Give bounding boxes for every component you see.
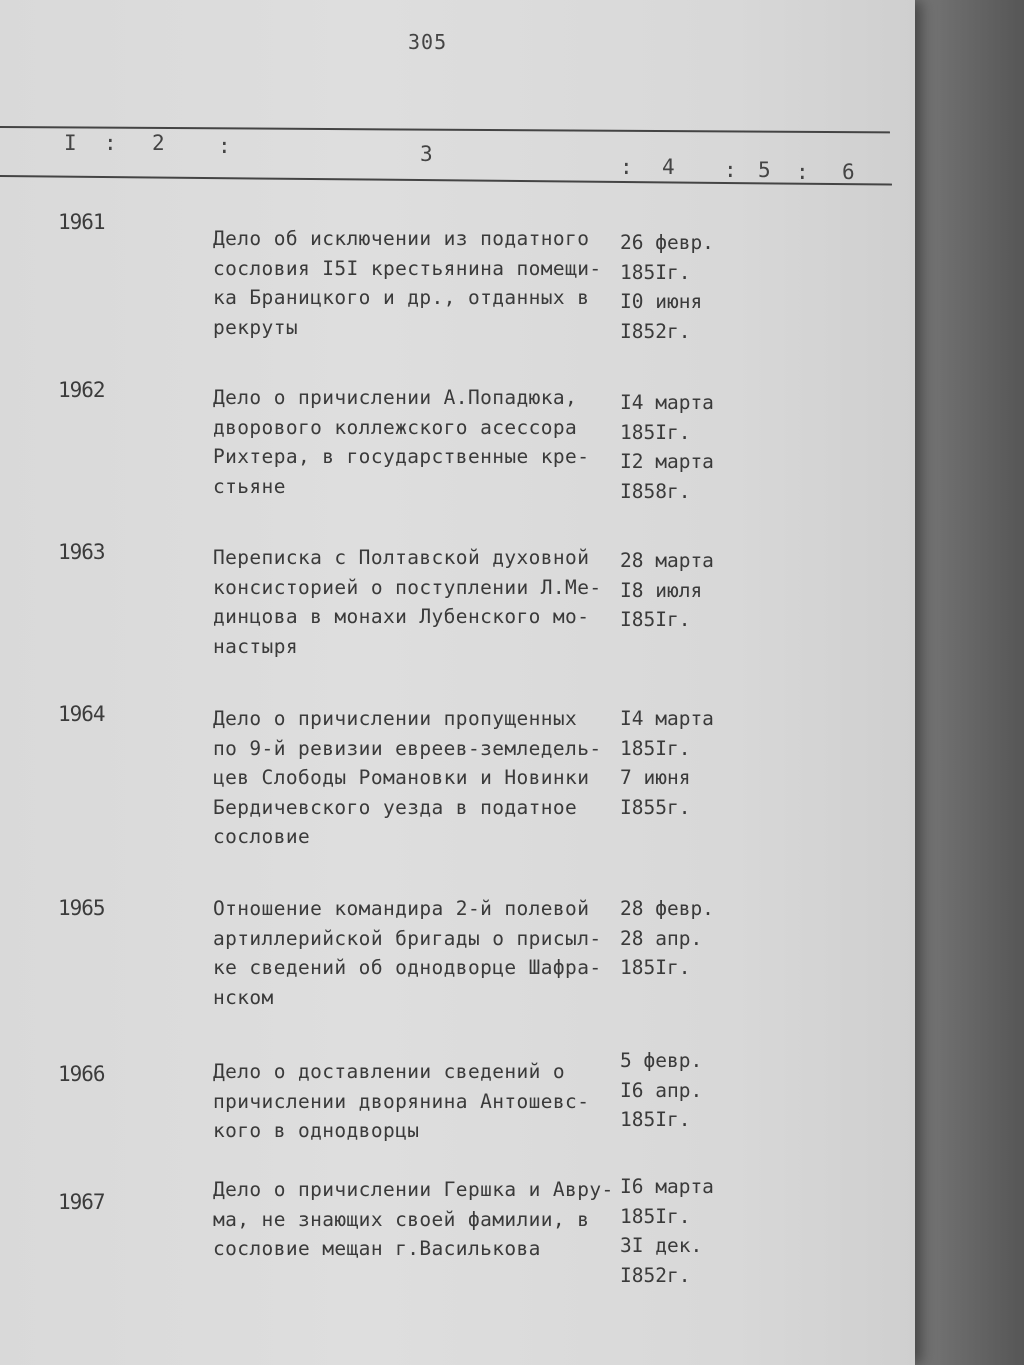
description-line: Дело о причислении А.Попадюка, — [213, 386, 578, 409]
record-dates — [620, 228, 750, 346]
record-number: 1963 — [58, 540, 105, 564]
record-number: 1965 — [58, 896, 105, 920]
date-line: I852г. — [620, 319, 691, 343]
description-line: кого в однодворцы — [213, 1119, 420, 1142]
description-line: сословия I5I крестьянина помещи- — [213, 256, 602, 280]
date-line: 185Iг. — [620, 260, 691, 284]
column-separator: : — [620, 155, 633, 179]
description-line: по 9-й ревизии евреев-земледель- — [213, 736, 602, 760]
date-line: I6 марта — [620, 1175, 714, 1198]
record-description — [213, 224, 613, 342]
date-line: 28 апр. — [620, 926, 703, 950]
record-number: 1967 — [58, 1190, 105, 1214]
date-line: 185Iг. — [620, 736, 691, 760]
record-description — [213, 894, 613, 1012]
date-line: 185Iг. — [620, 1108, 691, 1131]
description-line: настыря — [213, 634, 298, 658]
description-line: сословие — [213, 825, 311, 848]
date-line: 28 февр. — [620, 897, 714, 920]
date-line: 185Iг. — [620, 956, 691, 979]
date-line: I4 марта — [620, 707, 714, 730]
description-line: Дело об исключении из податного — [213, 227, 590, 250]
description-line: ма, не знающих своей фамилии, в — [213, 1207, 590, 1231]
column-separator: : — [724, 158, 737, 182]
description-line: Рихтера, в государственные кре- — [213, 445, 590, 468]
date-line: I852г. — [620, 1263, 691, 1287]
column-separator: : — [796, 160, 809, 184]
column-header-1: I — [64, 131, 77, 155]
record-dates — [620, 388, 750, 506]
column-header-5: 5 — [758, 158, 771, 182]
description-line: Бердичевского уезда в податное — [213, 795, 578, 819]
description-line: Дело о доставлении сведений о — [213, 1060, 566, 1083]
date-line: I4 марта — [620, 391, 714, 414]
record-number: 1966 — [58, 1062, 105, 1086]
description-line: дворового коллежского асессора — [213, 415, 578, 439]
date-line: I8 июля — [620, 578, 703, 602]
date-line: I85Iг. — [620, 608, 691, 631]
record-dates — [620, 704, 750, 822]
description-line: Дело о причислении пропущенных — [213, 707, 578, 730]
record-description — [213, 543, 613, 661]
column-header-3: 3 — [420, 142, 433, 166]
record-dates — [620, 1046, 750, 1135]
record-number: 1961 — [58, 210, 105, 234]
date-line: I858г. — [620, 479, 691, 503]
record-number: 1962 — [58, 378, 105, 402]
column-header-6: 6 — [842, 160, 855, 184]
date-line: I6 апр. — [620, 1078, 703, 1102]
description-line: консисторией о поступлении Л.Ме- — [213, 575, 602, 599]
description-line: сословие мещан г.Василькова — [213, 1237, 541, 1260]
date-line: I855г. — [620, 795, 691, 819]
column-separator: : — [104, 131, 117, 155]
header-top-rule — [0, 126, 890, 133]
page-number: 305 — [408, 30, 448, 54]
description-line: динцова в монахи Лубенского мо- — [213, 605, 590, 628]
date-line: I0 июня — [620, 290, 703, 313]
description-line: рекруты — [213, 315, 298, 339]
record-description — [213, 1057, 613, 1146]
description-line: артиллерийской бригады о присыл- — [213, 926, 602, 950]
date-line: 7 июня — [620, 766, 691, 789]
date-line: 185Iг. — [620, 1204, 691, 1228]
description-line: нском — [213, 985, 274, 1009]
description-line: ке сведений об однодворце Шафра- — [213, 956, 602, 979]
description-line: Дело о причислении Гершка и Авру- — [213, 1178, 614, 1201]
record-dates — [620, 546, 750, 635]
description-line: Переписка с Полтавской духовной — [213, 546, 590, 569]
description-line: причислении дворянина Антошевс- — [213, 1089, 590, 1113]
background-surface — [905, 0, 1024, 1365]
column-header-4: 4 — [662, 155, 675, 179]
record-dates — [620, 1172, 750, 1290]
description-line: ка Браницкого и др., отданных в — [213, 286, 590, 309]
record-number: 1964 — [58, 702, 105, 726]
date-line: 5 февр. — [620, 1049, 703, 1072]
description-line: Отношение командира 2-й полевой — [213, 897, 590, 920]
date-line: I2 марта — [620, 450, 714, 473]
description-line: цев Слободы Романовки и Новинки — [213, 766, 590, 789]
date-line: 3I дек. — [620, 1234, 703, 1257]
record-description — [213, 704, 613, 852]
date-line: 26 февр. — [620, 231, 714, 254]
date-line: 185Iг. — [620, 420, 691, 444]
record-description — [213, 383, 613, 501]
column-header-2: 2 — [152, 131, 165, 155]
record-dates — [620, 894, 750, 983]
record-description — [213, 1175, 613, 1264]
description-line: стьяне — [213, 474, 286, 498]
column-separator: : — [218, 134, 231, 158]
date-line: 28 марта — [620, 549, 714, 572]
